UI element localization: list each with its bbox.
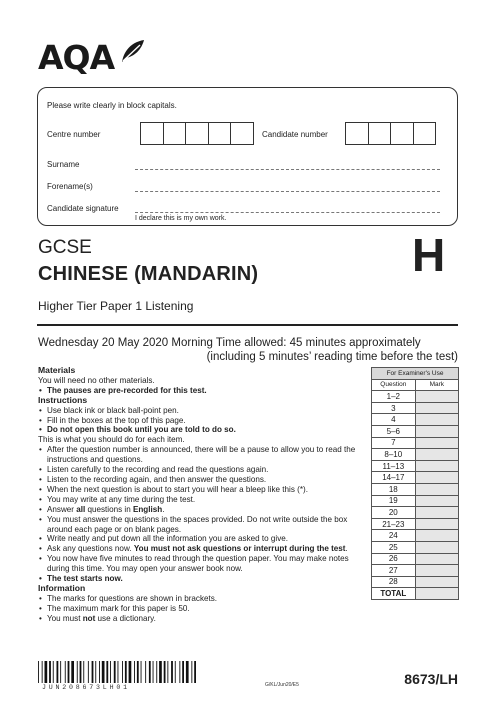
table-row bbox=[372, 495, 459, 507]
instruction-bullet: • Do not open this book until you are told to do so. bbox=[38, 425, 366, 435]
digit-box[interactable] bbox=[368, 122, 392, 145]
barcode-bar bbox=[80, 661, 82, 683]
instruction-bullet: • After the question number is announced, there will be a pause to allow you to read the instructions and questions. bbox=[38, 445, 366, 465]
question-number: 18 bbox=[372, 483, 416, 495]
barcode-bar bbox=[88, 661, 89, 683]
question-column-header: Question bbox=[372, 379, 416, 391]
mark-cell[interactable] bbox=[415, 437, 458, 449]
instruction-text-part: Answer bbox=[47, 504, 77, 514]
table-row bbox=[372, 483, 459, 495]
barcode-text: JUN208673LH01 bbox=[42, 684, 130, 691]
instruction-bullet: • When the next question is about to start you will hear a bleep like this (*). bbox=[38, 485, 366, 495]
instruction-text-part: You must bbox=[47, 613, 83, 623]
signature-label: Candidate signature bbox=[47, 204, 119, 213]
tier-letter: H bbox=[412, 229, 446, 281]
mark-cell[interactable] bbox=[415, 553, 458, 565]
barcode-bar bbox=[92, 661, 94, 683]
table-row bbox=[372, 425, 459, 437]
table-row bbox=[372, 449, 459, 461]
question-number: 7 bbox=[372, 437, 416, 449]
barcode-bar bbox=[191, 661, 192, 683]
instructions-heading: Information bbox=[38, 582, 86, 593]
table-row bbox=[372, 518, 459, 530]
barcode-bar bbox=[68, 661, 70, 683]
leaf-icon bbox=[120, 38, 146, 64]
digit-box[interactable] bbox=[413, 122, 437, 145]
table-row bbox=[372, 402, 459, 414]
barcode-bar bbox=[137, 661, 139, 683]
table-row bbox=[372, 460, 459, 472]
instruction-text: This is what you should do for each item. bbox=[38, 435, 185, 445]
digit-box[interactable] bbox=[208, 122, 232, 145]
table-row bbox=[372, 576, 459, 588]
paper-code: 8673/LH bbox=[404, 671, 458, 687]
instruction-text-part: You must not ask questions or interrupt during the test bbox=[133, 544, 346, 554]
mark-cell[interactable] bbox=[415, 425, 458, 437]
barcode-bar bbox=[99, 661, 100, 683]
barcode-bar bbox=[71, 661, 74, 683]
question-number: 21–23 bbox=[372, 518, 416, 530]
mark-cell[interactable] bbox=[415, 565, 458, 577]
instruction-bullet: • Write neatly and put down all the information you are asked to give. bbox=[38, 534, 366, 544]
barcode-bar bbox=[149, 661, 151, 683]
surname-label: Surname bbox=[47, 160, 80, 169]
instruction-text-part: all bbox=[76, 504, 86, 514]
instruction-bullet: • Use black ink or black ball-point pen. bbox=[38, 406, 366, 416]
barcode-bar bbox=[141, 661, 142, 683]
question-number: 4 bbox=[372, 414, 416, 426]
job-reference: G/KL/Jun20/E5 bbox=[265, 682, 299, 688]
instruction-bullet: • The maximum mark for this paper is 50. bbox=[38, 604, 366, 614]
divider bbox=[37, 324, 458, 326]
digit-box[interactable] bbox=[230, 122, 254, 145]
mark-cell[interactable] bbox=[415, 541, 458, 553]
question-number: 3 bbox=[372, 402, 416, 414]
mark-cell[interactable] bbox=[415, 530, 458, 542]
digit-box[interactable] bbox=[345, 122, 369, 145]
total-label: TOTAL bbox=[372, 588, 416, 600]
candidate-number-label: Candidate number bbox=[262, 130, 328, 139]
barcode-bar bbox=[118, 661, 119, 683]
total-mark-cell[interactable] bbox=[415, 588, 458, 600]
instruction-text-part: Ask any questions now. bbox=[47, 544, 134, 554]
instruction-bullet bbox=[38, 614, 366, 624]
mark-cell[interactable] bbox=[415, 576, 458, 588]
mark-cell[interactable] bbox=[415, 518, 458, 530]
table-row bbox=[372, 472, 459, 484]
instruction-bullet: • The marks for questions are shown in brackets. bbox=[38, 594, 366, 604]
table-row bbox=[372, 507, 459, 519]
mark-cell[interactable] bbox=[415, 495, 458, 507]
total-row bbox=[372, 588, 459, 600]
barcode-bar bbox=[145, 661, 146, 683]
digit-box[interactable] bbox=[163, 122, 187, 145]
table-row bbox=[372, 414, 459, 426]
barcode-bar bbox=[167, 661, 168, 683]
candidate-number-boxes[interactable] bbox=[345, 122, 435, 145]
box-heading: Please write clearly in block capitals. bbox=[47, 101, 177, 110]
examiner-use-table bbox=[371, 367, 459, 600]
instruction-text-part: . bbox=[345, 544, 348, 554]
barcode-bar bbox=[38, 661, 39, 683]
barcode-bar bbox=[53, 661, 54, 683]
barcode-bar bbox=[60, 661, 61, 683]
digit-box[interactable] bbox=[140, 122, 164, 145]
barcode-bar bbox=[182, 661, 184, 683]
barcode-bar bbox=[129, 661, 132, 683]
instruction-bullet: • Listen to the recording again, and then answer the questions. bbox=[38, 475, 366, 485]
instructions-heading: Materials bbox=[38, 365, 76, 375]
mark-cell[interactable] bbox=[415, 414, 458, 426]
question-number: 19 bbox=[372, 495, 416, 507]
instruction-bullet: • You may write at any time during the test. bbox=[38, 495, 366, 505]
barcode-bar bbox=[45, 661, 48, 683]
exam-date-line: Wednesday 20 May 2020 Morning Time allowed: 45 minutes approximately bbox=[38, 337, 421, 349]
barcode-bar bbox=[95, 661, 96, 683]
declaration-text: I declare this is my own work. bbox=[135, 215, 227, 222]
instruction-bullet: • You now have five minutes to read through the question paper. You may make notes during this time. You may open your answer book now. bbox=[38, 554, 366, 574]
instruction-text-part: questions in bbox=[85, 504, 133, 514]
instructions-heading: Instructions bbox=[38, 394, 88, 405]
barcode-bar bbox=[159, 661, 162, 683]
barcode-bar bbox=[186, 661, 189, 683]
mark-cell[interactable] bbox=[415, 460, 458, 472]
table-row bbox=[372, 553, 459, 565]
candidate-details-box bbox=[37, 87, 458, 226]
table-row bbox=[372, 541, 459, 553]
question-number: 25 bbox=[372, 541, 416, 553]
instruction-text-part: not bbox=[82, 613, 96, 623]
barcode-bar bbox=[156, 661, 157, 683]
exam-duration-note: (including 5 minutes’ reading time before the test) bbox=[206, 351, 458, 363]
barcode-bar bbox=[125, 661, 127, 683]
question-number: 5–6 bbox=[372, 425, 416, 437]
instruction-text-part: English bbox=[132, 504, 163, 514]
barcode-bar bbox=[164, 661, 166, 683]
instruction-text-part: . bbox=[162, 504, 165, 514]
question-number: 26 bbox=[372, 553, 416, 565]
question-number: 8–10 bbox=[372, 449, 416, 461]
examiner-table-title: For Examiner's Use bbox=[372, 368, 459, 380]
question-number: 28 bbox=[372, 576, 416, 588]
digit-box[interactable] bbox=[390, 122, 414, 145]
mark-cell[interactable] bbox=[415, 507, 458, 519]
question-number: 24 bbox=[372, 530, 416, 542]
mark-cell[interactable] bbox=[415, 391, 458, 403]
instruction-bullet bbox=[38, 544, 366, 554]
barcode-bar bbox=[153, 661, 154, 683]
instruction-bullet: • Listen carefully to the recording and read the questions again. bbox=[38, 465, 366, 475]
mark-cell[interactable] bbox=[415, 483, 458, 495]
question-number: 11–13 bbox=[372, 460, 416, 472]
mark-column-header: Mark bbox=[415, 379, 458, 391]
barcode-bar bbox=[106, 661, 108, 683]
barcode-bar bbox=[114, 661, 116, 683]
logo-text: AQA bbox=[38, 38, 115, 77]
barcode bbox=[38, 661, 196, 683]
instruction-bullet bbox=[38, 505, 366, 515]
table-row bbox=[372, 391, 459, 403]
question-number: 1–2 bbox=[372, 391, 416, 403]
instruction-bullet: • The pauses are pre-recorded for this test. bbox=[38, 386, 366, 396]
qualification-title: GCSE bbox=[38, 237, 92, 258]
signature-line[interactable] bbox=[135, 212, 440, 213]
barcode-bar bbox=[49, 661, 51, 683]
instruction-bullet: • Fill in the boxes at the top of this page. bbox=[38, 416, 366, 426]
barcode-bar bbox=[83, 661, 84, 683]
table-row bbox=[372, 530, 459, 542]
barcode-bar bbox=[122, 661, 123, 683]
digit-box[interactable] bbox=[185, 122, 209, 145]
forenames-line[interactable] bbox=[135, 191, 440, 192]
barcode-bar bbox=[175, 661, 176, 683]
centre-number-label: Centre number bbox=[47, 130, 101, 139]
barcode-bar bbox=[57, 661, 59, 683]
question-number: 27 bbox=[372, 565, 416, 577]
instruction-bullet: • The test starts now. bbox=[38, 574, 366, 584]
subject-title: CHINESE (MANDARIN) bbox=[38, 263, 259, 285]
barcode-bar bbox=[134, 661, 135, 683]
table-row bbox=[372, 437, 459, 449]
forenames-label: Forename(s) bbox=[47, 182, 93, 191]
instruction-bullet: • You must answer the questions in the spaces provided. Do not write outside the box around each page or on blank pages. bbox=[38, 515, 366, 535]
instructions-block bbox=[38, 366, 366, 624]
barcode-bar bbox=[179, 661, 180, 683]
mark-cell[interactable] bbox=[415, 402, 458, 414]
centre-number-boxes[interactable] bbox=[140, 122, 253, 145]
mark-cell[interactable] bbox=[415, 472, 458, 484]
barcode-bar bbox=[110, 661, 111, 683]
question-number: 14–17 bbox=[372, 472, 416, 484]
barcode-bar bbox=[65, 661, 66, 683]
aqa-logo bbox=[38, 38, 158, 78]
surname-line[interactable] bbox=[135, 169, 440, 170]
table-row bbox=[372, 565, 459, 577]
barcode-bar bbox=[102, 661, 105, 683]
barcode-bar bbox=[77, 661, 78, 683]
tier-paper-line: Higher Tier Paper 1 Listening bbox=[38, 299, 194, 313]
question-number: 20 bbox=[372, 507, 416, 519]
barcode-bar bbox=[194, 661, 196, 683]
mark-cell[interactable] bbox=[415, 449, 458, 461]
barcode-bar bbox=[42, 661, 43, 683]
instruction-text: You will need no other materials. bbox=[38, 375, 155, 385]
instruction-text-part: use a dictionary. bbox=[95, 613, 156, 623]
barcode-bar bbox=[171, 661, 173, 683]
